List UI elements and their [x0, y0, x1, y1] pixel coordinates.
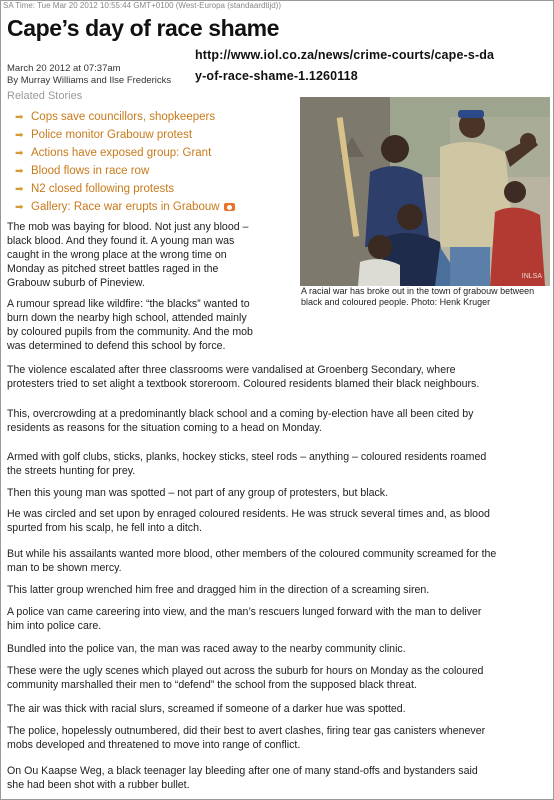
- paragraph-13: [7, 702, 406, 716]
- related-story-link[interactable]: [15, 180, 235, 198]
- text-line: Monday as pitched street battles raged in the: [7, 263, 219, 275]
- paragraph-2: [7, 297, 253, 353]
- text-line: caught in the wrong place at the wrong time on: [7, 249, 227, 261]
- paragraph-9: [7, 583, 429, 597]
- text-line: by coloured pupils from the community. And the mob: [7, 326, 253, 338]
- related-stories-heading: Related Stories: [7, 90, 83, 102]
- text-line: He was circled and set upon by enraged coloured residents. He was struck several times and, as blood: [7, 508, 490, 520]
- article-photo[interactable]: [300, 97, 550, 286]
- text-line: This, overcrowding at a predominantly black school and a coming by-election have all been cited by: [7, 408, 474, 420]
- paragraph-11: [7, 642, 406, 656]
- paragraph-4: [7, 407, 473, 435]
- paragraph-14: [7, 724, 485, 752]
- source-url[interactable]: [195, 45, 494, 87]
- text-line: This latter group wrenched him free and dragged him in the direction of a screaming siren.: [7, 584, 430, 596]
- related-story-link[interactable]: [15, 126, 235, 144]
- arrow-right-icon: ➡: [15, 183, 24, 195]
- related-story-link[interactable]: [15, 162, 235, 180]
- arrow-right-icon: ➡: [15, 201, 24, 213]
- text-line: was determined to defend this school by force.: [7, 340, 226, 352]
- text-line: mobs developed and threatened to move into range of conflict.: [7, 739, 301, 751]
- text-line: spurted from his scalp, he fell into a ditch.: [7, 522, 202, 534]
- text-line: Then this young man was spotted – not part of any group of protesters, but black.: [7, 487, 389, 499]
- related-story-label: Actions have exposed group: Grant: [31, 147, 212, 159]
- camera-icon: [224, 203, 235, 211]
- related-story-link[interactable]: [15, 108, 235, 126]
- text-line: black blood. And they found it. A young man was: [7, 235, 235, 247]
- text-line: Grabouw suburb of Pineview.: [7, 277, 145, 289]
- source-url-line-1: http://www.iol.co.za/news/crime-courts/cape-s-da: [195, 48, 495, 62]
- paragraph-12: [7, 664, 483, 692]
- text-line: the streets hunting for prey.: [7, 465, 136, 477]
- paragraph-10: [7, 605, 481, 633]
- related-story-label: Blood flows in race row: [31, 165, 150, 177]
- paragraph-5: [7, 450, 486, 478]
- paragraph-1: [7, 220, 248, 290]
- related-story-label: Cops save councillors, shopkeepers: [31, 111, 216, 123]
- protest-scene-illustration: [300, 97, 550, 286]
- paragraph-7: [7, 507, 490, 535]
- paragraph-6: [7, 486, 388, 500]
- paragraph-15: [7, 764, 478, 792]
- text-line: protesters tried to set alight a textbook storeroom. Coloured residents blamed their black neighbours.: [7, 378, 480, 390]
- text-line: But while his assailants wanted more blood, other members of the coloured community screamed for the: [7, 548, 497, 560]
- related-story-link[interactable]: [15, 198, 235, 216]
- source-url-line-2: y-of-race-shame-1.1260118: [195, 69, 358, 83]
- article-dateline: March 20 2012 at 07:37am: [7, 63, 121, 74]
- text-line: man to be shown mercy.: [7, 562, 122, 574]
- arrow-right-icon: ➡: [15, 129, 24, 141]
- text-line: him into police care.: [7, 620, 102, 632]
- text-line: Armed with golf clubs, sticks, planks, hockey sticks, steel rods – anything – coloured residents roamed: [7, 451, 487, 463]
- related-stories-list: [15, 108, 235, 216]
- timestamp-bar: SA Time: Tue Mar 20 2012 10:55:44 GMT+0100 (West-Europa (standaardtijd)): [3, 1, 281, 10]
- text-line: A rumour spread like wildfire: “the blacks” wanted to: [7, 298, 250, 310]
- related-story-link[interactable]: [15, 144, 235, 162]
- text-line: On Ou Kaapse Weg, a black teenager lay bleeding after one of many stand-offs and bystanders said: [7, 765, 478, 777]
- photo-watermark: INLSA: [521, 273, 542, 280]
- related-story-label: N2 closed following protests: [31, 183, 175, 195]
- text-line: The police, hopelessly outnumbered, did their best to avert clashes, firing tear gas canisters whenever: [7, 725, 486, 737]
- text-line: A police van came careering into view, and the man’s rescuers lunged forward with the man to deliver: [7, 606, 482, 618]
- photo-caption: A racial war has broke out in the town of grabouw between black and coloured people. Photo: Henk Kruger: [301, 286, 535, 307]
- article-byline: By Murray Williams and Ilse Fredericks: [7, 75, 172, 86]
- text-line: The violence escalated after three classrooms were vandalised at Groenberg Secondary, where: [7, 364, 456, 376]
- text-line: These were the ugly scenes which played out across the suburb for hours on Monday as the coloured: [7, 665, 484, 677]
- text-line: Bundled into the police van, the man was raced away to the nearby community clinic.: [7, 643, 406, 655]
- text-line: she had been shot with a rubber bullet.: [7, 779, 190, 791]
- article-title: Cape’s day of race shame: [7, 15, 280, 41]
- text-line: The air was thick with racial slurs, screamed if someone of a darker hue was spotted.: [7, 703, 406, 715]
- arrow-right-icon: ➡: [15, 165, 24, 177]
- related-story-label: Police monitor Grabouw protest: [31, 129, 193, 141]
- text-line: The mob was baying for blood. Not just any blood –: [7, 221, 249, 233]
- paragraph-3: [7, 363, 479, 391]
- related-story-label: Gallery: Race war erupts in Grabouw: [31, 201, 220, 213]
- arrow-right-icon: ➡: [15, 111, 24, 123]
- text-line: residents as reasons for the situation coming to a head on Monday.: [7, 422, 322, 434]
- text-line: burn down the nearby high school, attended mainly: [7, 312, 247, 324]
- text-line: community marshalled their men to “defend” the school from the supposed black threat.: [7, 679, 417, 691]
- arrow-right-icon: ➡: [15, 147, 24, 159]
- paragraph-8: [7, 547, 496, 575]
